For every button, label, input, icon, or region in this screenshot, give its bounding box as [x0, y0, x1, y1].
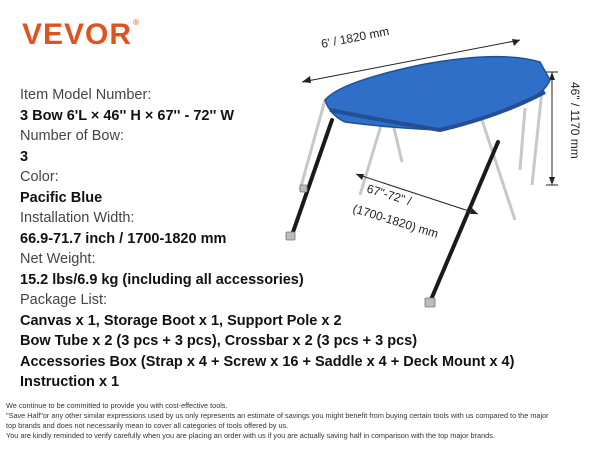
canopy — [325, 57, 550, 130]
spec-value-bows: 3 — [20, 148, 29, 165]
bimini-top-illustration — [270, 20, 600, 320]
disclaimer-line: You are kindly reminded to verify carefully when you are placing an order with us if you are actually saving half in comparison with the top major brands. — [6, 431, 495, 440]
spec-value-weight: 15.2 lbs/6.9 kg (including all accessories) — [20, 271, 304, 288]
spec-label-bows: Number of Bow: — [20, 128, 124, 144]
width-dimension-label-2: (1700-1820) mm — [351, 201, 441, 241]
disclaimer — [6, 401, 598, 441]
height-dimension-arrow — [546, 72, 558, 185]
length-dimension-label: 6' / 1820 mm — [319, 24, 391, 51]
spec-value-model: 3 Bow 6'L × 46'' H × 67'' - 72'' W — [20, 107, 235, 124]
disclaimer-line: top brands and does not necessarily mean to cover all categories of tools offered by us. — [6, 421, 289, 430]
disclaimer-line: We continue to be committed to provide you with cost-effective tools. — [6, 401, 228, 410]
brand-name: VEVOR — [22, 18, 133, 51]
support-poles — [292, 120, 498, 302]
spec-label-width: Installation Width: — [20, 210, 135, 226]
package-line: Canvas x 1, Storage Boot x 1, Support Pole x 2 — [20, 312, 342, 329]
spec-label-model: Item Model Number: — [20, 87, 152, 103]
package-line: Bow Tube x 2 (3 pcs + 3 pcs), Crossbar x 2 (3 pcs + 3 pcs) — [20, 333, 418, 349]
spec-value-width: 66.9-71.7 inch / 1700-1820 mm — [20, 230, 227, 247]
disclaimer-line: "Save Half"or any other similar expressions used by us only represents an estimate of savings you might benefit from buying certain tools with us compared to the major — [6, 411, 549, 420]
package-list-label: Package List: — [20, 292, 108, 308]
width-dimension-label-1: 67"-72" / — [365, 181, 414, 209]
height-dimension-label: 46" / 1170 mm — [568, 82, 582, 159]
spec-label-color: Color: — [20, 169, 59, 185]
package-line: Instruction x 1 — [20, 374, 120, 390]
package-line: Accessories Box (Strap x 4 + Screw x 16 + Saddle x 4 + Deck Mount x 4) — [20, 353, 515, 370]
registered-mark: ® — [133, 18, 140, 27]
spec-label-weight: Net Weight: — [20, 251, 96, 267]
brand-logo — [22, 18, 140, 52]
spec-value-color: Pacific Blue — [20, 189, 103, 206]
